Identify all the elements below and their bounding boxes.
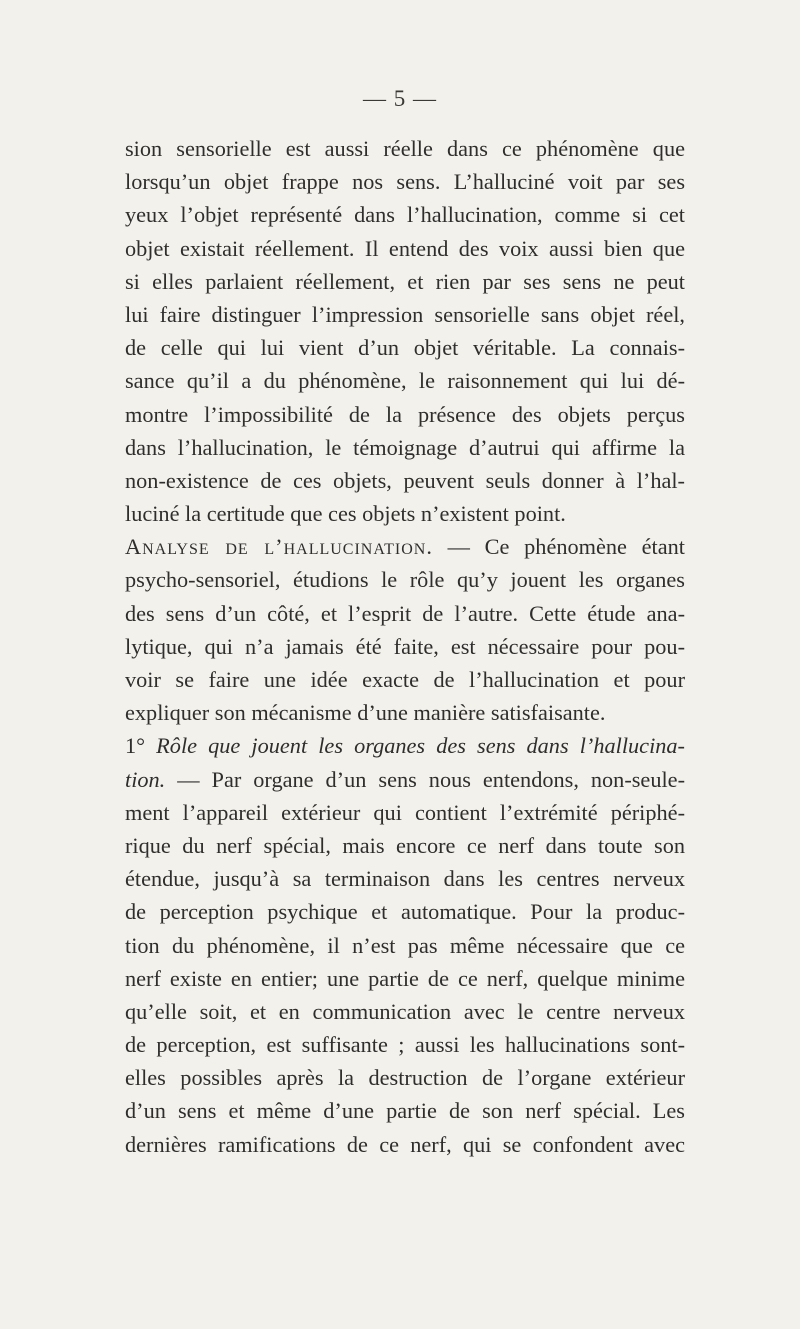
text-line: dernières ramifications de ce nerf, qui se confondent avec	[125, 1131, 685, 1157]
text-line: si elles parlaient réellement, et rien par ses sens ne peut	[125, 268, 685, 294]
text-line: expliquer son mécanisme d’une manière satisfaisante.	[125, 700, 606, 726]
text-line: psycho-sensoriel, étudions le rôle qu’y jouent les organes	[125, 567, 685, 593]
text-line: de celle qui lui vient d’un objet véritable. La connais-	[125, 335, 685, 361]
text-line: de perception psychique et automatique. Pour la produc-	[125, 899, 685, 925]
subsection-title-line	[125, 729, 685, 762]
subsection-title-end: tion.	[125, 766, 166, 792]
text-line: yeux l’objet représenté dans l’hallucination, comme si cet	[125, 202, 685, 228]
body-text	[125, 132, 685, 1161]
text-line: étendue, jusqu’à sa terminaison dans les centres nerveux	[125, 866, 685, 892]
subsection-title-line	[125, 763, 685, 796]
text-line: lui faire distinguer l’impression sensorielle sans objet réel,	[125, 301, 685, 327]
subsection-title: Rôle que jouent les organes des sens dans l’hallucina-	[156, 733, 685, 759]
section-heading: Analyse de l’hallucination.	[125, 534, 433, 560]
text-line: qu’elle soit, et en communication avec le centre nerveux	[125, 998, 685, 1024]
text-run: — Par organe d’un sens nous entendons, non-seule-	[165, 766, 685, 792]
text-line: de perception, est suffisante ; aussi les hallucinations sont-	[125, 1032, 685, 1058]
text-line: nerf existe en entier; une partie de ce nerf, quelque minime	[125, 965, 685, 991]
text-line: ment l’appareil extérieur qui contient l’extrémité périphé-	[125, 799, 685, 825]
text-line: non-existence de ces objets, peuvent seuls donner à l’hal-	[125, 467, 685, 493]
text-line: sion sensorielle est aussi réelle dans ce phénomène que	[125, 136, 685, 161]
text-line: dans l’hallucination, le témoignage d’autrui qui affirme la	[125, 434, 685, 460]
text-line: tion du phénomène, il n’est pas même nécessaire que ce	[125, 932, 685, 958]
text-line: elles possibles après la destruction de l’organe extérieur	[125, 1065, 685, 1091]
text-line: d’un sens et même d’une partie de son nerf spécial. Les	[125, 1098, 685, 1124]
text-line: lorsqu’un objet frappe nos sens. L’halluciné voit par ses	[125, 169, 685, 195]
text-line: montre l’impossibilité de la présence des objets perçus	[125, 401, 685, 427]
text-line: des sens d’un côté, et l’esprit de l’autre. Cette étude ana-	[125, 600, 685, 626]
subsection-number: 1°	[125, 733, 146, 759]
text-line: voir se faire une idée exacte de l’hallucination et pour	[125, 667, 685, 692]
text-line: sance qu’il a du phénomène, le raisonnement qui lui dé-	[125, 368, 685, 394]
page-number: — 5 —	[363, 86, 437, 111]
text-run: — Ce phénomène étant	[432, 534, 685, 560]
text-line: lytique, qui n’a jamais été faite, est nécessaire pour pou-	[125, 633, 685, 659]
text-line: rique du nerf spécial, mais encore ce nerf dans toute son	[125, 832, 685, 858]
section-heading-line	[125, 530, 685, 563]
text-line: luciné la certitude que ces objets n’existent point.	[125, 501, 566, 527]
text-line: objet existait réellement. Il entend des voix aussi bien que	[125, 235, 685, 261]
